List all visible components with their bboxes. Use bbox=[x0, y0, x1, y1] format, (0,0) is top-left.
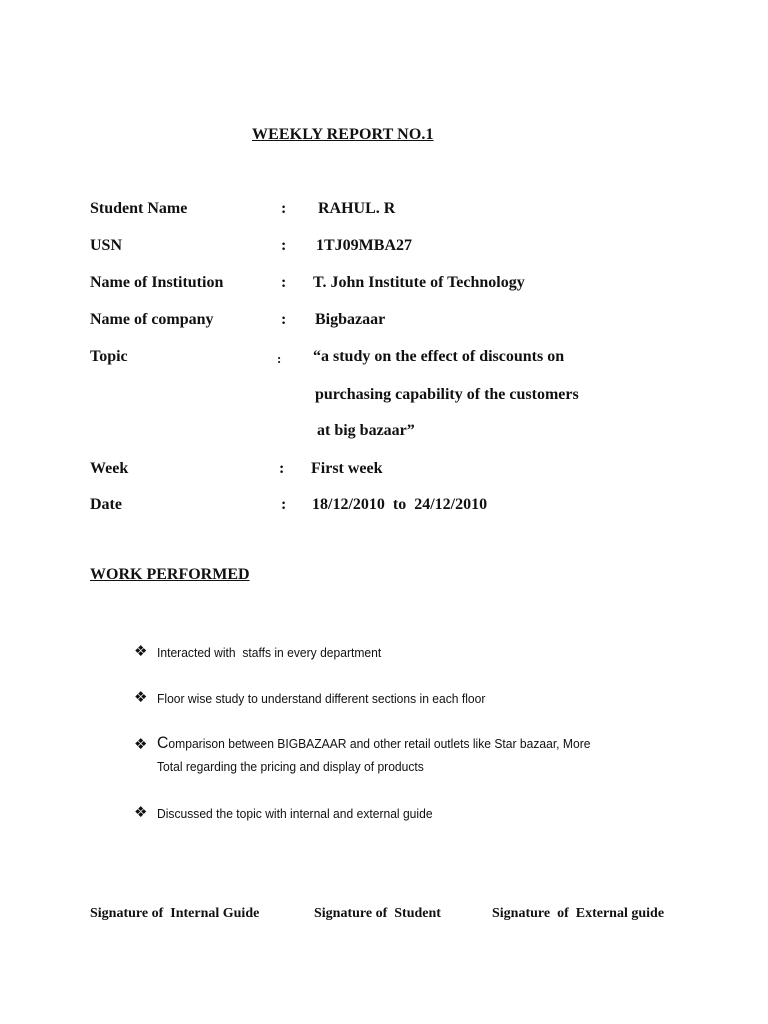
field-label: Week bbox=[90, 460, 129, 477]
field-separator: : bbox=[281, 237, 287, 254]
report-title: WEEKLY REPORT NO.1 bbox=[252, 126, 434, 143]
field-topic bbox=[0, 348, 768, 370]
list-item-text-rest: omparison between BIGBAZAAR and other retail outlets like Star bazaar, More bbox=[168, 736, 591, 751]
four-petal-diamond-icon: ❖ bbox=[134, 735, 148, 753]
field-label: Topic bbox=[90, 348, 128, 365]
field-value: RAHUL. R bbox=[318, 200, 396, 217]
field-student-name bbox=[0, 200, 768, 222]
field-label: Name of Institution bbox=[90, 274, 224, 291]
field-topic-continuation bbox=[0, 422, 768, 444]
field-topic-continuation bbox=[0, 386, 768, 408]
field-value: Bigbazaar bbox=[315, 311, 386, 328]
field-company bbox=[0, 311, 768, 333]
list-item-text: Discussed the topic with internal and external guide bbox=[157, 806, 433, 821]
signature-external-guide: Signature of External guide bbox=[492, 906, 665, 921]
field-value: 1TJ09MBA27 bbox=[316, 237, 412, 254]
field-label: USN bbox=[90, 237, 123, 254]
field-separator: : bbox=[281, 200, 287, 217]
four-petal-diamond-icon: ❖ bbox=[134, 688, 148, 706]
list-item-initial: C bbox=[157, 733, 169, 752]
list-item-text: Interacted with staffs in every department bbox=[157, 645, 382, 660]
field-value: T. John Institute of Technology bbox=[313, 274, 525, 291]
field-separator: : bbox=[279, 460, 285, 477]
field-value-line-3: at big bazaar” bbox=[317, 422, 415, 439]
list-item-text: Floor wise study to understand different sections in each floor bbox=[157, 691, 486, 706]
field-date bbox=[0, 496, 768, 518]
field-usn bbox=[0, 237, 768, 259]
field-label: Student Name bbox=[90, 200, 188, 217]
field-value: First week bbox=[311, 460, 383, 477]
signature-internal-guide: Signature of Internal Guide bbox=[90, 906, 260, 921]
field-label: Date bbox=[90, 496, 122, 513]
field-label: Name of company bbox=[90, 311, 214, 328]
list-item bbox=[134, 735, 694, 779]
four-petal-diamond-icon: ❖ bbox=[134, 803, 148, 821]
four-petal-diamond-icon: ❖ bbox=[134, 642, 148, 660]
field-week bbox=[0, 460, 768, 482]
field-separator: : bbox=[281, 311, 287, 328]
field-value-line-2: purchasing capability of the customers bbox=[315, 386, 579, 403]
field-value-line-1: “a study on the effect of discounts on bbox=[313, 348, 565, 365]
field-separator: : bbox=[281, 496, 287, 513]
field-separator: : bbox=[281, 274, 287, 291]
list-item-text bbox=[157, 733, 590, 754]
signature-student: Signature of Student bbox=[314, 906, 441, 921]
work-performed-heading: WORK PERFORMED bbox=[90, 566, 250, 583]
field-separator: : bbox=[277, 351, 282, 366]
field-value: 18/12/2010 to 24/12/2010 bbox=[312, 496, 488, 513]
field-institution bbox=[0, 274, 768, 296]
list-item-text-line-2: Total regarding the pricing and display of products bbox=[157, 759, 424, 774]
